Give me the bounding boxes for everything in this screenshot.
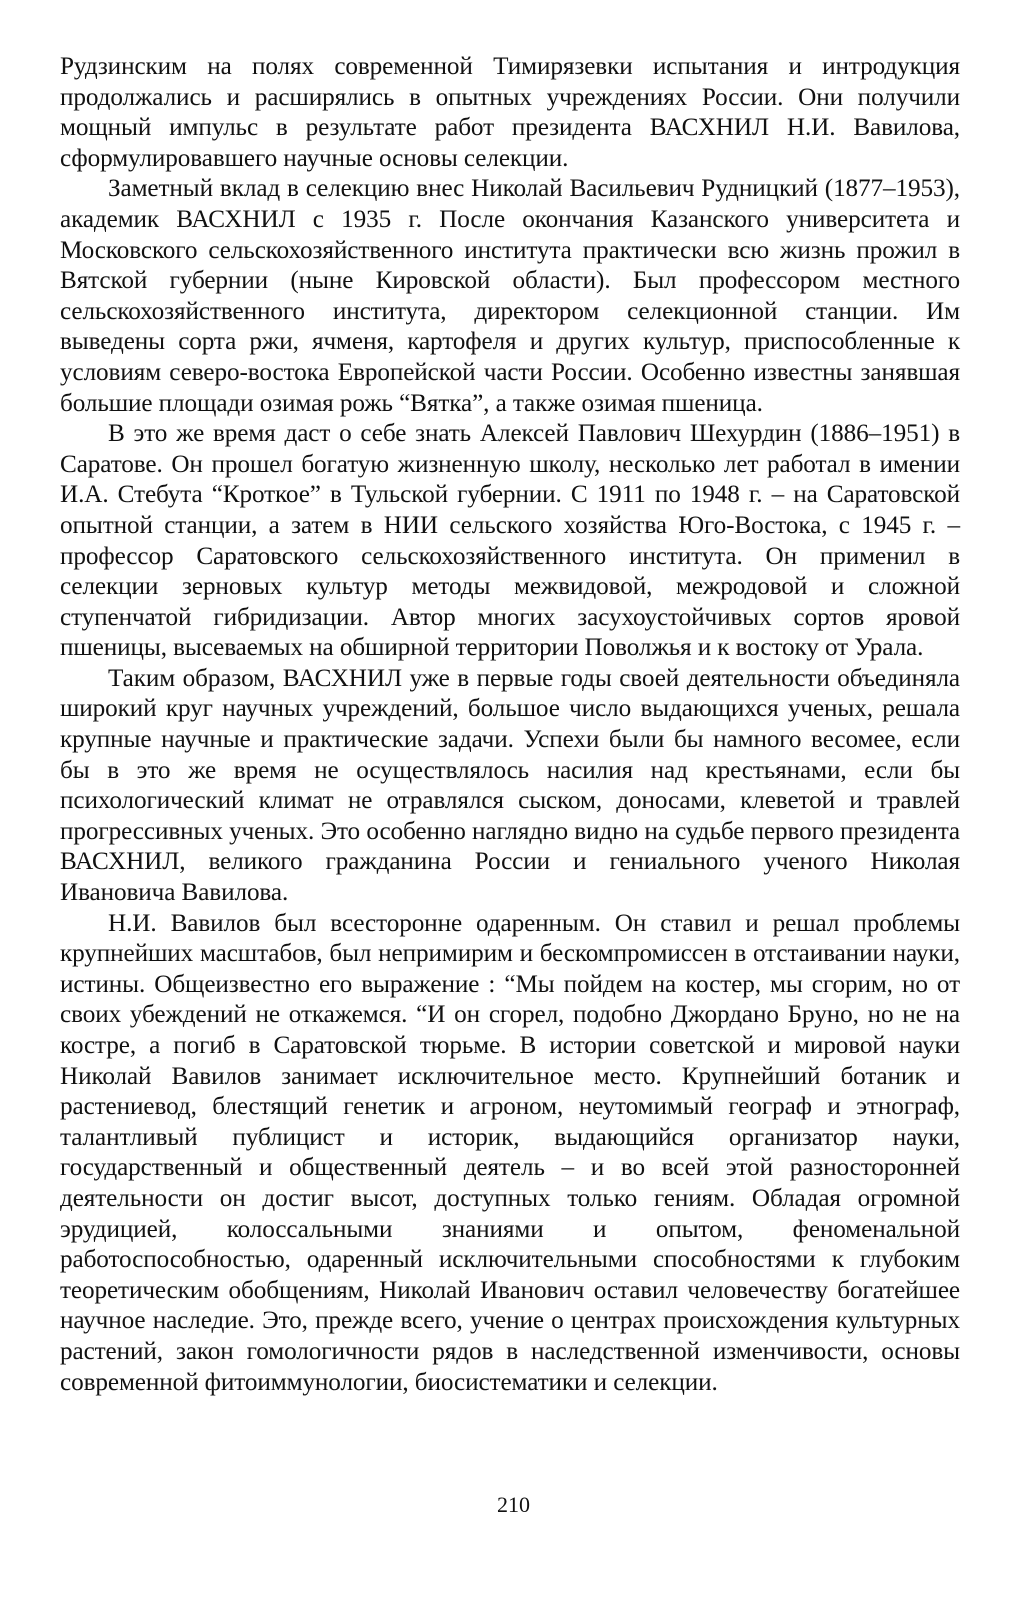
- paragraph-vaskhnil: Таким образом, ВАСХНИЛ уже в первые годы своей деятельности объединяла широкий круг научных учреждений, большое число выдающихся ученых, решала крупные научные и практические задачи. Успехи были бы намного весомее, если бы в это же время не осуществлялось насилия над крестьянами, если бы психологический климат не отравлялся сыском, доносами, клеветой и травлей прогрессивных ученых. Это особенно наглядно видно на судьбе первого президента ВАСХНИЛ, великого гражданина России и гениального ученого Николая Ивановича Вавилова.: [60, 664, 960, 907]
- paragraph-vavilov: Н.И. Вавилов был всесторонне одаренным. Он ставил и решал проблемы крупнейших масштабов, был непримирим и бескомпромиссен в отстаивании науки, истины. Общеизвестно его выражение : “Мы пойдем на костер, мы сгорим, но от своих убеждений не откажемся. “И он сгорел, подобно Джордано Бруно, но не на костре, а погиб в Саратовской тюрьме. В истории советской и мировой науки Николай Вавилов занимает исключительное место. Крупнейший ботаник и растениевод, блестящий генетик и агроном, неутомимый географ и этнограф, талантливый публицист и историк, выдающийся организатор науки, государственный и общественный деятель – и во всей этой разносторонней деятельности он достиг высот, доступных только гениям. Обладая огромной эрудицией, колоссальными знаниями и опытом, феноменальной работоспособностью, одаренный исключительными способностями к глубоким теоретическим обобщениям, Николай Иванович оставил человечеству богатейшее научное наследие. Это, прежде всего, учение о центрах происхождения культурных растений, закон гомологичности рядов в наследственной изменчивости, основы современной фитоиммунологии, биосистематики и селекции.: [60, 909, 960, 1396]
- page-number: 210: [497, 1492, 530, 1517]
- page-body: [60, 52, 960, 1592]
- paragraph-rudnitsky: Заметный вклад в селекцию внес Николай Васильевич Рудницкий (1877–1953), академик ВАСХНИЛ с 1935 г. После окончания Казанского университета и Московского сельскохозяйственного института практически всю жизнь прожил в Вятской губернии (ныне Кировской области). Был профессором местного сельскохозяйственного института, директором селекционной станции. Им выведены сорта ржи, ячменя, картофеля и других культур, приспособленные к условиям северо-востока Европейской части России. Особенно известны занявшая большие площади озимая рожь “Вятка”, а также озимая пшеница.: [60, 175, 960, 417]
- paragraph-shekhurdin: В это же время даст о себе знать Алексей Павлович Шехурдин (1886–1951) в Саратове. Он прошел богатую жизненную школу, несколько лет работал в имении И.А. Стебута “Кроткое” в Тульской губернии. С 1911 по 1948 г. – на Саратовской опытной станции, а затем в НИИ сельского хозяйства Юго-Востока, с 1945 г. – профессор Саратовского сельскохозяйственного института. Он применил в селекции зерновых культур методы межвидовой, межродовой и сложной ступенчатой гибридизации. Автор многих засухоустойчивых сортов яровой пшеницы, высеваемых на обширной территории Поволжья и к востоку от Урала.: [60, 420, 960, 662]
- paragraph-continuation: Рудзинским на полях современной Тимирязевки испытания и интродукция продолжались и расширялись в опытных учреждениях России. Они получили мощный импульс в результате работ президента ВАСХНИЛ Н.И. Вавилова, сформулировавшего научные основы селекции.: [60, 53, 960, 172]
